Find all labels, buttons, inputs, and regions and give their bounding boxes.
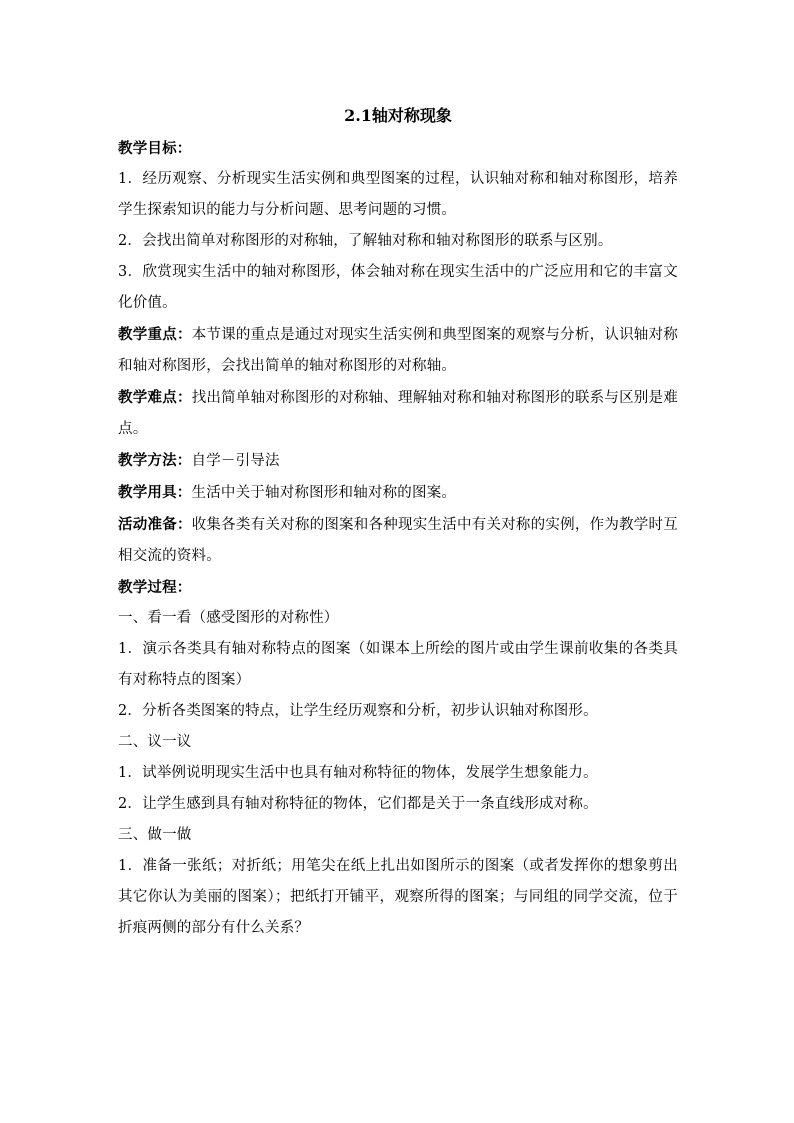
difficulties-paragraph (118, 382, 678, 445)
section-discuss-item-2: 2．让学生感到具有轴对称特征的物体，它们都是关于一条直线形成对称。 (118, 796, 598, 812)
tools-label: 教学用具： (118, 484, 192, 501)
section-heading-look: 一、看一看（感受图形的对称性） (118, 610, 339, 626)
document-title: 2.1轴对称现象 (344, 106, 452, 125)
difficulties-label: 教学难点： (118, 389, 192, 406)
objective-item-2: 2．会找出简单对称图形的对称轴，了解轴对称和轴对称图形的联系与区别。 (118, 233, 613, 249)
objectives-heading: 教学目标： (118, 140, 192, 157)
section-look-item-1: 1．演示各类具有轴对称特点的图案（如课本上所绘的图片或由学生课前收集的各类具有对称特点的图案） (118, 641, 678, 688)
preparation-text: 收集各类有关对称的图案和各种现实生活中有关对称的实例，作为教学时互相交流的资料。 (118, 517, 678, 564)
tools-text: 生活中关于轴对称图形和轴对称的图案。 (191, 485, 457, 501)
section-discuss-item-1: 1．试举例说明现实生活中也具有轴对称特征的物体，发展学生想象能力。 (118, 765, 598, 781)
objective-item-1: 1．经历观察、分析现实生活实例和典型图案的过程，认识轴对称和轴对称图形，培养学生探索知识的能力与分析问题、思考问题的习惯。 (118, 171, 678, 218)
method-label: 教学方法： (118, 452, 192, 469)
objective-item-3: 3．欣赏现实生活中的轴对称图形，体会轴对称在现实生活中的广泛应用和它的丰富文化价值。 (118, 264, 678, 311)
section-look-item-2: 2．分析各类图案的特点，让学生经历观察和分析，初步认识轴对称图形。 (118, 703, 598, 719)
section-heading-do: 三、做一做 (118, 827, 192, 843)
method-text: 自学－引导法 (191, 453, 280, 469)
section-do-item-1: 1．准备一张纸；对折纸；用笔尖在纸上扎出如图所示的图案（或者发挥你的想象剪出其它你认为美丽的图案）；把纸打开铺平，观察所得的图案；与同组的同学交流，位于折痕两侧的部分有什么关系？ (118, 858, 678, 936)
key-points-text: 本节课的重点是通过对现实生活实例和典型图案的观察与分析，认识轴对称和轴对称图形，会找出简单的轴对称图形的对称轴。 (118, 327, 678, 374)
method-paragraph (118, 445, 678, 477)
preparation-label: 活动准备： (118, 516, 192, 533)
document-page (118, 103, 678, 944)
key-points-paragraph (118, 319, 678, 382)
tools-paragraph (118, 477, 678, 509)
process-heading: 教学过程： (118, 579, 192, 596)
section-heading-discuss: 二、议一议 (118, 734, 192, 750)
preparation-paragraph (118, 509, 678, 572)
key-points-label: 教学重点： (118, 326, 192, 343)
difficulties-text: 找出简单轴对称图形的对称轴、理解轴对称和轴对称图形的联系与区别是难点。 (118, 390, 678, 437)
